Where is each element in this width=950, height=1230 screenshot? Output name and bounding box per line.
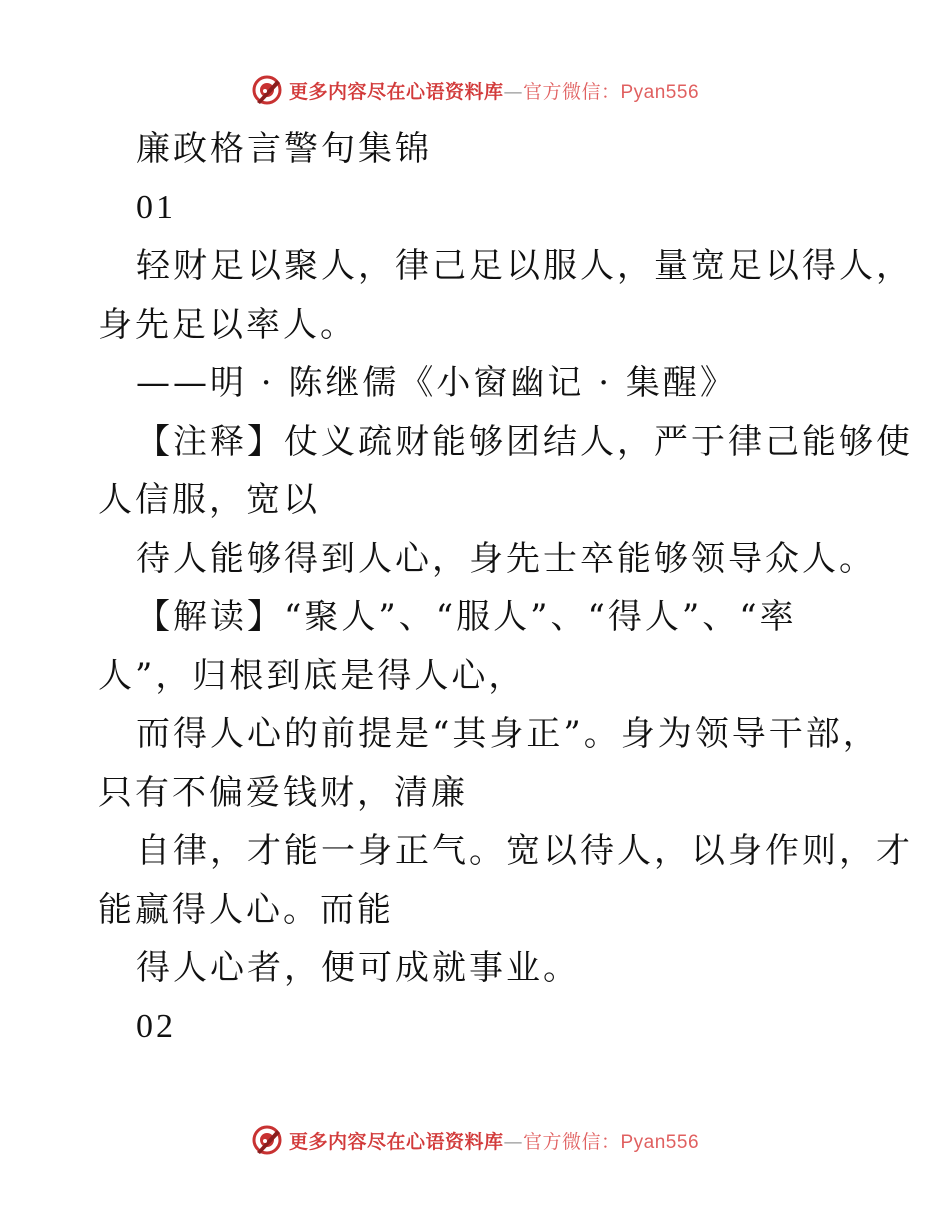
pen-logo-icon: [251, 74, 283, 106]
footer-text: [289, 1127, 699, 1154]
pen-logo-icon: [251, 1124, 283, 1156]
interpretation-line: 自律，才能一身正气。宽以待人，以身作则，才: [136, 831, 913, 871]
header-wechat-id: Pyan556: [620, 81, 700, 103]
footer-wechat-label: 官方微信：: [522, 1130, 621, 1153]
annotation-line: 【注释】仗义疏财能够团结人，严于律己能够使: [136, 421, 913, 462]
annotation-line: 人信服，宽以: [98, 480, 320, 520]
header-banner[interactable]: [0, 70, 950, 110]
interpretation-line: 得人心者，便可成就事业。: [136, 948, 580, 988]
section-number: 02: [136, 1007, 176, 1045]
quote-line: 轻财足以聚人，律己足以服人，量宽足以得人，: [136, 246, 913, 286]
footer-wechat-id: Pyan556: [620, 1131, 700, 1153]
interpretation-line: 而得人心的前提是“其身正”。身为领导干部，: [136, 714, 880, 754]
header-text: [289, 77, 699, 104]
interpretation-line: 【解读】“聚人”、“服人”、“得人”、“率: [136, 597, 797, 637]
footer-dash: —: [503, 1130, 523, 1153]
header-site-text: 更多内容尽在心语资料库: [288, 80, 504, 103]
footer-site-text: 更多内容尽在心语资料库: [288, 1130, 504, 1153]
section-number: 01: [136, 188, 176, 226]
header-wechat-label: 官方微信：: [522, 80, 621, 103]
quote-source: ——明 · 陈继儒《小窗幽记 · 集醒》: [136, 363, 737, 403]
annotation-line: 待人能够得到人心，身先士卒能够领导众人。: [136, 538, 876, 579]
document-body: [98, 120, 913, 1056]
document-title: 廉政格言警句集锦: [136, 129, 432, 169]
header-dash: —: [503, 80, 523, 103]
interpretation-line: 人”，归根到底是得人心，: [98, 655, 526, 696]
quote-line: 身先足以率人。: [98, 304, 357, 345]
interpretation-line: 能赢得人心。而能: [98, 889, 394, 930]
interpretation-line: 只有不偏爱钱财，清廉: [98, 772, 468, 813]
footer-banner[interactable]: [0, 1120, 950, 1160]
